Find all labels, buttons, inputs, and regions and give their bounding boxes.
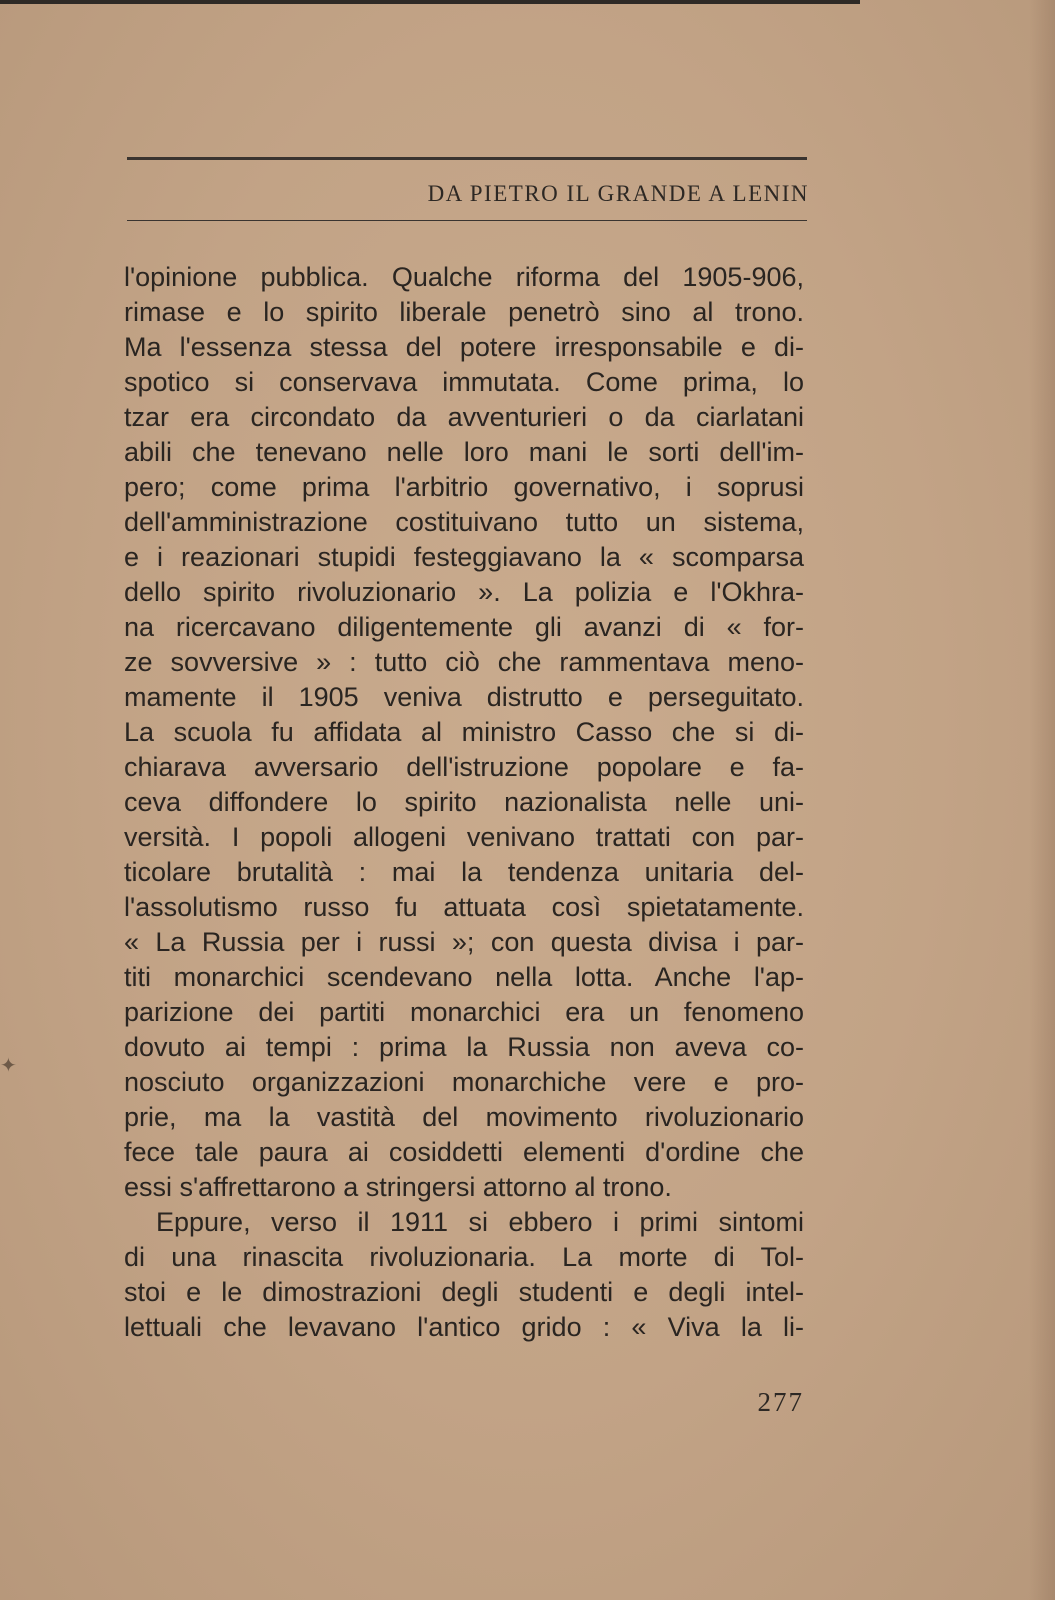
- text-line: ze sovversive » : tutto ciò che rammentava meno-: [124, 647, 804, 677]
- text-line: l'opinione pubblica. Qualche riforma del 1905-906,: [124, 262, 804, 292]
- text-line: abili che tenevano nelle loro mani le sorti dell'im-: [124, 437, 804, 467]
- text-line: dell'amministrazione costituivano tutto un sistema,: [124, 507, 804, 537]
- text-line: prie, ma la vastità del movimento rivoluzionario: [124, 1102, 804, 1132]
- text-line: parizione dei partiti monarchici era un fenomeno: [124, 997, 804, 1027]
- text-line: e i reazionari stupidi festeggiavano la « scomparsa: [124, 542, 804, 572]
- text-line: stoi e le dimostrazioni degli studenti e degli intel-: [124, 1277, 804, 1307]
- text-line: La scuola fu affidata al ministro Casso che si di-: [124, 717, 804, 747]
- running-title: DA PIETRO IL GRANDE A LENIN: [427, 181, 809, 206]
- header-rule-top: [127, 157, 807, 160]
- margin-smudge-icon: ✦: [0, 1053, 17, 1077]
- text-line: mamente il 1905 veniva distrutto e perseguitato.: [124, 682, 804, 712]
- text-line: versità. I popoli allogeni venivano trattati con par-: [124, 822, 804, 852]
- text-line: « La Russia per i russi »; con questa divisa i par-: [124, 927, 804, 957]
- text-line: titi monarchici scendevano nella lotta. Anche l'ap-: [124, 962, 804, 992]
- text-line: tzar era circondato da avventurieri o da ciarlatani: [124, 402, 804, 432]
- text-line: Eppure, verso il 1911 si ebbero i primi sintomi: [156, 1207, 804, 1237]
- text-line: chiarava avversario dell'istruzione popolare e fa-: [124, 752, 804, 782]
- text-line: dello spirito rivoluzionario ». La polizia e l'Okhra-: [124, 577, 804, 607]
- text-line: lettuali che levavano l'antico grido : « Viva la li-: [124, 1312, 804, 1342]
- text-line: fece tale paura ai cosiddetti elementi d'ordine che: [124, 1137, 804, 1167]
- header-rule-bottom: [127, 220, 807, 221]
- text-line: spotico si conservava immutata. Come prima, lo: [124, 367, 804, 397]
- text-line: ticolare brutalità : mai la tendenza unitaria del-: [124, 857, 804, 887]
- text-line: Ma l'essenza stessa del potere irresponsabile e di-: [124, 332, 804, 362]
- text-line: l'assolutismo russo fu attuata così spietatamente.: [124, 892, 804, 922]
- page-number: 277: [757, 1387, 804, 1417]
- body-text: [124, 260, 804, 1345]
- page-right-edge: [1029, 0, 1055, 1600]
- text-line: di una rinascita rivoluzionaria. La morte di Tol-: [124, 1242, 804, 1272]
- text-line: na ricercavano diligentemente gli avanzi di « for-: [124, 612, 804, 642]
- text-line: nosciuto organizzazioni monarchiche vere e pro-: [124, 1067, 804, 1097]
- text-line: rimase e lo spirito liberale penetrò sino al trono.: [124, 297, 804, 327]
- text-line: pero; come prima l'arbitrio governativo, i soprusi: [124, 472, 804, 502]
- text-line: ceva diffondere lo spirito nazionalista nelle uni-: [124, 787, 804, 817]
- page-top-edge: [0, 0, 860, 4]
- text-line: dovuto ai tempi : prima la Russia non aveva co-: [124, 1032, 804, 1062]
- text-line: essi s'affrettarono a stringersi attorno al trono.: [124, 1172, 672, 1202]
